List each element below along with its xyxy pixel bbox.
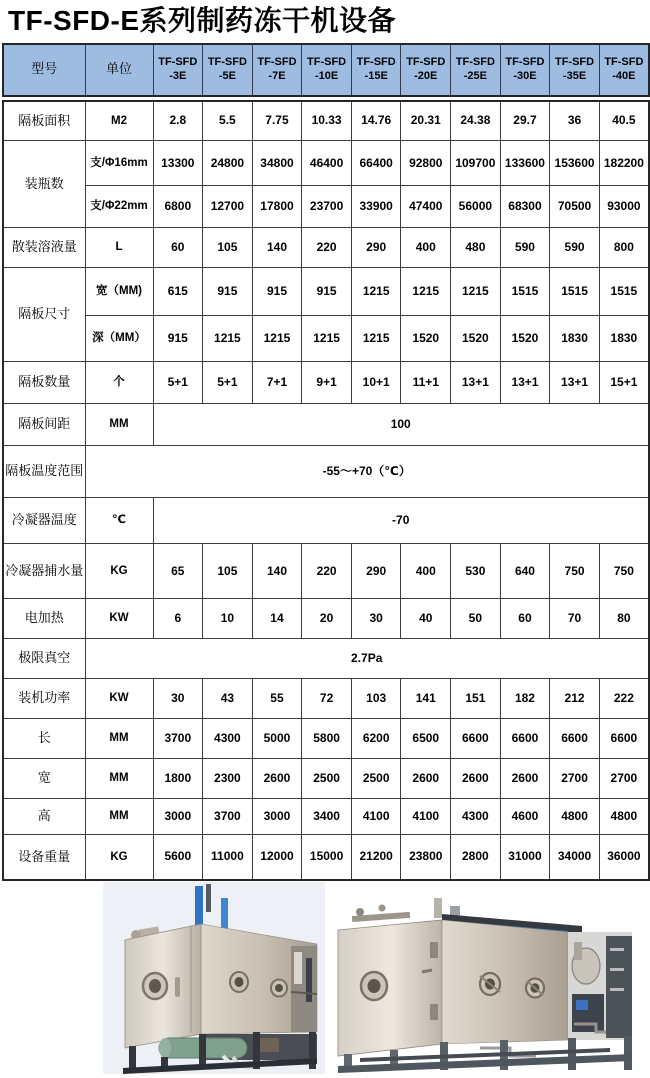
value-cell: 1830: [550, 316, 600, 362]
value-cell: 60: [153, 228, 203, 268]
model-name-line1: TF-SFD: [455, 55, 495, 68]
value-cell: 1215: [351, 316, 401, 362]
value-cell: 6500: [401, 719, 451, 759]
row-label: 散装溶液量: [3, 228, 85, 268]
spec-row: [3, 186, 649, 228]
unit-cell: 支/Φ22mm: [85, 186, 153, 228]
row-label: 隔板温度范围: [3, 446, 85, 498]
model-name-line2: -20E: [414, 69, 438, 82]
corner-label-text: 型号: [31, 61, 58, 77]
model-name-line2: -40E: [612, 69, 636, 82]
value-cell: 480: [451, 228, 501, 268]
spec-row: [3, 362, 649, 404]
header-model-3: [252, 44, 302, 96]
value-cell: 43: [203, 679, 253, 719]
value-cell: 220: [302, 544, 352, 599]
value-cell: 21200: [351, 835, 401, 880]
row-label: 宽: [3, 759, 85, 799]
spec-row: [3, 679, 649, 719]
value-cell: 15+1: [599, 362, 649, 404]
value-cell: 23700: [302, 186, 352, 228]
value-cell: 40.5: [599, 101, 649, 141]
value-cell: 141: [401, 679, 451, 719]
model-name-line1: TF-SFD: [356, 55, 396, 68]
value-cell: 5600: [153, 835, 203, 880]
model-name-line1: TF-SFD: [505, 55, 545, 68]
value-cell: 103: [351, 679, 401, 719]
value-cell: 34000: [550, 835, 600, 880]
header-model-10: [599, 44, 649, 96]
value-cell: 55: [252, 679, 302, 719]
value-cell-merged: 100: [153, 404, 649, 446]
value-cell: 6: [153, 599, 203, 639]
value-cell: 750: [599, 544, 649, 599]
header-model-9: [550, 44, 600, 96]
model-name-line1: TF-SFD: [406, 55, 446, 68]
value-cell: 140: [252, 544, 302, 599]
freeze-dryer-photo-left: [103, 882, 325, 1074]
row-label: 隔板数量: [3, 362, 85, 404]
value-cell: 1520: [401, 316, 451, 362]
value-cell: 12700: [203, 186, 253, 228]
value-cell: 9+1: [302, 362, 352, 404]
value-cell: 36: [550, 101, 600, 141]
value-cell: 4800: [599, 799, 649, 835]
value-cell: 11000: [203, 835, 253, 880]
spec-row: [3, 101, 649, 141]
value-cell: 290: [351, 544, 401, 599]
spec-row: [3, 268, 649, 316]
spec-row: [3, 228, 649, 268]
value-cell: 3700: [153, 719, 203, 759]
spec-row: [3, 599, 649, 639]
value-cell: 1515: [550, 268, 600, 316]
unit-cell: ℃: [85, 498, 153, 544]
value-cell: 530: [451, 544, 501, 599]
spec-row: [3, 799, 649, 835]
row-label: 冷凝器捕水量: [3, 544, 85, 599]
value-cell: 590: [500, 228, 550, 268]
spec-row: [3, 759, 649, 799]
value-cell: 1215: [351, 268, 401, 316]
value-cell: 2600: [500, 759, 550, 799]
value-cell: 4300: [451, 799, 501, 835]
value-cell: 109700: [451, 141, 501, 186]
unit-cell: KW: [85, 679, 153, 719]
value-cell: 50: [451, 599, 501, 639]
value-cell: 105: [203, 544, 253, 599]
value-cell: 13+1: [451, 362, 501, 404]
value-cell: 80: [599, 599, 649, 639]
header-model-6: [401, 44, 451, 96]
model-name-line2: -7E: [268, 69, 286, 82]
value-cell: 24.38: [451, 101, 501, 141]
page-title: TF-SFD-E系列制药冻干机设备: [8, 5, 397, 36]
value-cell: 10: [203, 599, 253, 639]
value-cell: 66400: [351, 141, 401, 186]
value-cell: 182: [500, 679, 550, 719]
value-cell: 6600: [500, 719, 550, 759]
value-cell-merged: -55～+70（℃）: [85, 446, 649, 498]
value-cell: 4600: [500, 799, 550, 835]
header-model-col-label: [3, 44, 85, 96]
value-cell: 750: [550, 544, 600, 599]
value-cell: 2500: [351, 759, 401, 799]
value-cell: 70500: [550, 186, 600, 228]
row-label: 冷凝器温度: [3, 498, 85, 544]
value-cell: 220: [302, 228, 352, 268]
value-cell: 1520: [451, 316, 501, 362]
value-cell: 24800: [203, 141, 253, 186]
model-name-line2: -30E: [513, 69, 537, 82]
value-cell: 1515: [500, 268, 550, 316]
value-cell: 4100: [351, 799, 401, 835]
value-cell: 1520: [500, 316, 550, 362]
value-cell: 2600: [401, 759, 451, 799]
value-cell: 6600: [550, 719, 600, 759]
row-label: 高: [3, 799, 85, 835]
header-model-5: [351, 44, 401, 96]
value-cell: 29.7: [500, 101, 550, 141]
value-cell: 14: [252, 599, 302, 639]
value-cell: 590: [550, 228, 600, 268]
value-cell: 6600: [599, 719, 649, 759]
value-cell: 140: [252, 228, 302, 268]
value-cell: 30: [153, 679, 203, 719]
value-cell: 6200: [351, 719, 401, 759]
value-cell: 1800: [153, 759, 203, 799]
header-model-7: [451, 44, 501, 96]
value-cell: 6600: [451, 719, 501, 759]
value-cell: 2300: [203, 759, 253, 799]
value-cell: 1830: [599, 316, 649, 362]
value-cell: 640: [500, 544, 550, 599]
value-cell: 222: [599, 679, 649, 719]
value-cell: 151: [451, 679, 501, 719]
value-cell: 34800: [252, 141, 302, 186]
value-cell: 915: [252, 268, 302, 316]
value-cell: 3400: [302, 799, 352, 835]
value-cell: 4800: [550, 799, 600, 835]
value-cell: 1215: [203, 316, 253, 362]
value-cell: 212: [550, 679, 600, 719]
value-cell: 1215: [302, 316, 352, 362]
value-cell: 400: [401, 228, 451, 268]
unit-label-text: 单位: [105, 61, 132, 77]
value-cell-merged: -70: [153, 498, 649, 544]
value-cell: 33900: [351, 186, 401, 228]
spec-row: [3, 719, 649, 759]
header-model-1: [153, 44, 203, 96]
spec-row: [3, 141, 649, 186]
value-cell: 1215: [401, 268, 451, 316]
value-cell: 5+1: [153, 362, 203, 404]
unit-cell: KW: [85, 599, 153, 639]
value-cell: 615: [153, 268, 203, 316]
row-label: 装瓶数: [3, 141, 85, 228]
spec-row: [3, 639, 649, 679]
value-cell: 3000: [252, 799, 302, 835]
value-cell: 105: [203, 228, 253, 268]
value-cell: 14.76: [351, 101, 401, 141]
value-cell: 17800: [252, 186, 302, 228]
value-cell: 13300: [153, 141, 203, 186]
model-name-line2: -35E: [562, 69, 587, 82]
header-model-2: [203, 44, 253, 96]
value-cell: 92800: [401, 141, 451, 186]
equipment-photos: [0, 881, 650, 1073]
value-cell: 30: [351, 599, 401, 639]
spec-row: [3, 544, 649, 599]
model-name-line2: -3E: [169, 69, 187, 82]
value-cell: 12000: [252, 835, 302, 880]
value-cell: 56000: [451, 186, 501, 228]
value-cell: 2600: [451, 759, 501, 799]
row-label: 极限真空: [3, 639, 85, 679]
value-cell: 23800: [401, 835, 451, 880]
spec-row: [3, 835, 649, 880]
model-name-line1: TF-SFD: [307, 55, 347, 68]
row-label: 设备重量: [3, 835, 85, 880]
unit-cell: KG: [85, 544, 153, 599]
value-cell: 800: [599, 228, 649, 268]
value-cell: 46400: [302, 141, 352, 186]
value-cell: 915: [153, 316, 203, 362]
value-cell: 13+1: [550, 362, 600, 404]
value-cell: 20.31: [401, 101, 451, 141]
value-cell-merged: 2.7Pa: [85, 639, 649, 679]
value-cell: 72: [302, 679, 352, 719]
model-name-line1: TF-SFD: [207, 55, 247, 68]
value-cell: 1515: [599, 268, 649, 316]
value-cell: 10+1: [351, 362, 401, 404]
value-cell: 2600: [252, 759, 302, 799]
value-cell: 1215: [252, 316, 302, 362]
value-cell: 3000: [153, 799, 203, 835]
spec-table-body: [3, 101, 649, 880]
header-row: [3, 44, 649, 96]
value-cell: 7.75: [252, 101, 302, 141]
unit-cell: MM: [85, 799, 153, 835]
row-label: 隔板面积: [3, 101, 85, 141]
value-cell: 4100: [401, 799, 451, 835]
unit-cell: M2: [85, 101, 153, 141]
value-cell: 36000: [599, 835, 649, 880]
value-cell: 2800: [451, 835, 501, 880]
value-cell: 2700: [599, 759, 649, 799]
value-cell: 70: [550, 599, 600, 639]
model-name-line2: -10E: [314, 69, 339, 82]
row-label: 隔板间距: [3, 404, 85, 446]
row-label: 装机功率: [3, 679, 85, 719]
value-cell: 3700: [203, 799, 253, 835]
value-cell: 1215: [451, 268, 501, 316]
value-cell: 915: [302, 268, 352, 316]
value-cell: 40: [401, 599, 451, 639]
value-cell: 15000: [302, 835, 352, 880]
value-cell: 6800: [153, 186, 203, 228]
freeze-dryer-photo-right: [330, 882, 646, 1074]
unit-cell: L: [85, 228, 153, 268]
value-cell: 5.5: [203, 101, 253, 141]
value-cell: 5+1: [203, 362, 253, 404]
model-name-line1: TF-SFD: [257, 55, 297, 68]
unit-cell: MM: [85, 719, 153, 759]
model-name-line2: -25E: [463, 69, 487, 82]
value-cell: 400: [401, 544, 451, 599]
model-name-line2: -5E: [218, 69, 236, 82]
value-cell: 2.8: [153, 101, 203, 141]
spec-table: [2, 100, 650, 881]
value-cell: 290: [351, 228, 401, 268]
spec-row: [3, 446, 649, 498]
spec-row: [3, 404, 649, 446]
value-cell: 10.33: [302, 101, 352, 141]
value-cell: 13+1: [500, 362, 550, 404]
value-cell: 7+1: [252, 362, 302, 404]
value-cell: 20: [302, 599, 352, 639]
value-cell: 93000: [599, 186, 649, 228]
unit-cell: MM: [85, 759, 153, 799]
header-model-4: [302, 44, 352, 96]
value-cell: 47400: [401, 186, 451, 228]
value-cell: 2700: [550, 759, 600, 799]
value-cell: 11+1: [401, 362, 451, 404]
value-cell: 65: [153, 544, 203, 599]
unit-cell: MM: [85, 404, 153, 446]
unit-cell: 宽（MM): [85, 268, 153, 316]
unit-cell: 个: [85, 362, 153, 404]
unit-cell: KG: [85, 835, 153, 880]
spec-sheet-page: [0, 4, 650, 1073]
header-model-8: [500, 44, 550, 96]
value-cell: 5800: [302, 719, 352, 759]
unit-cell: 支/Φ16mm: [85, 141, 153, 186]
value-cell: 31000: [500, 835, 550, 880]
unit-cell: 深（MM）: [85, 316, 153, 362]
model-name-line1: TF-SFD: [554, 55, 595, 68]
model-name-line1: TF-SFD: [604, 55, 644, 68]
model-name-line1: TF-SFD: [158, 55, 198, 68]
spec-table-header: [2, 43, 650, 97]
value-cell: 915: [203, 268, 253, 316]
row-label: 电加热: [3, 599, 85, 639]
value-cell: 4300: [203, 719, 253, 759]
row-label: 隔板尺寸: [3, 268, 85, 362]
value-cell: 68300: [500, 186, 550, 228]
header-unit-col-label: [85, 44, 153, 96]
spec-row: [3, 498, 649, 544]
spec-row: [3, 316, 649, 362]
value-cell: 153600: [550, 141, 600, 186]
value-cell: 60: [500, 599, 550, 639]
value-cell: 182200: [599, 141, 649, 186]
value-cell: 133600: [500, 141, 550, 186]
model-name-line2: -15E: [364, 69, 388, 82]
row-label: 长: [3, 719, 85, 759]
value-cell: 5000: [252, 719, 302, 759]
value-cell: 2500: [302, 759, 352, 799]
